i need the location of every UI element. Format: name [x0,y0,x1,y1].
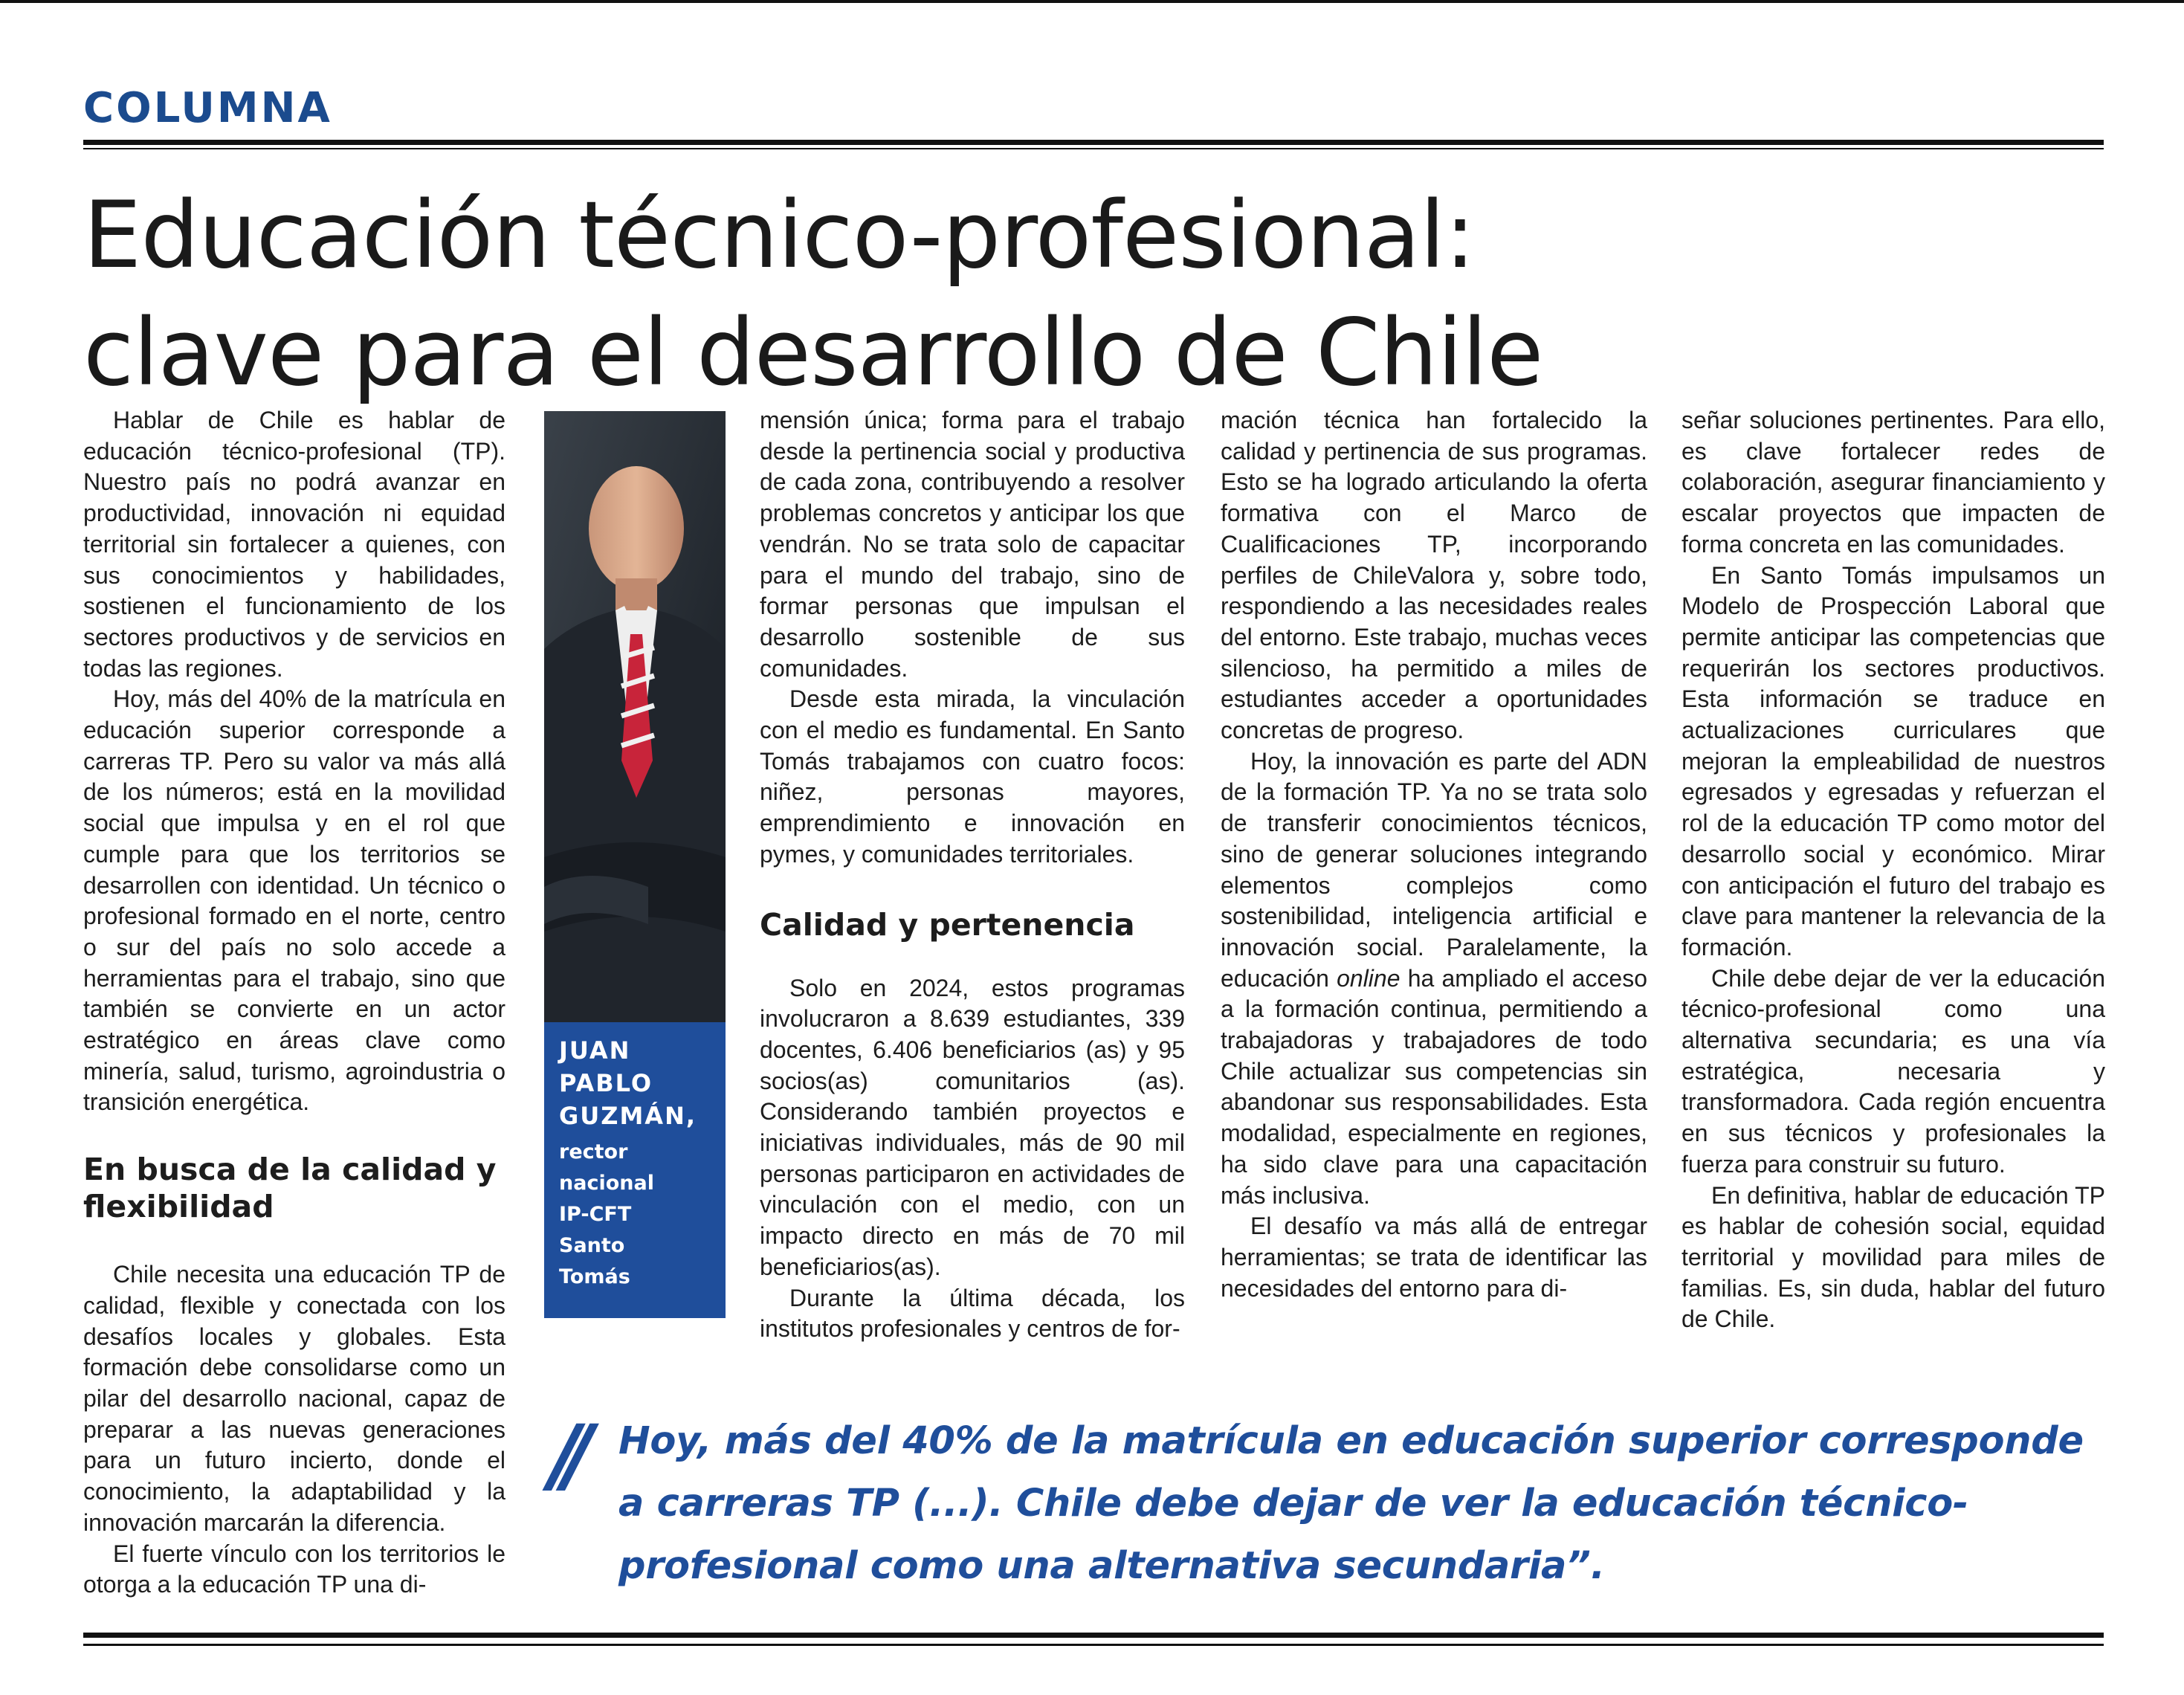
author-role-line: Santo [559,1234,625,1257]
article-column-4 [1681,405,2105,1335]
paragraph: Chile debe dejar de ver la educación técnico-profesional como una alternativa secundaria; es una vía estratégica, necesaria y transformadora. Cada región encuentra en sus técnicos y profesionales la fuerza para construir su futuro. [1681,964,2105,1178]
subheading: En busca de la calidad y flexibilidad [83,1152,497,1225]
text-run: ha ampliado el acceso a la formación continua, permitiendo a trabajadoras y trabajadores de todo Chile actualizar sus competencias sin abandonar sus responsabilidades. Esta modalidad, especialmente en regiones, ha sido clave para una capacitación más inclusiva. [1221,964,1648,1209]
paragraph: El fuerte vínculo con los territorios le otorga a la educación TP una di- [83,1540,505,1598]
paragraph: Chile necesita una educación TP de calidad, flexible y conectada con los desafíos locales y globales. Esta formación debe consolidarse como un pilar del desarrollo nacional, capaz de preparar a las nuevas generaciones para un futuro incierto, donde el conocimiento, la adaptabilidad y la innovación marcarán la diferencia. [83,1261,505,1536]
text-run: Hoy, la innovación es parte del ADN de la formación TP. Ya no se trata solo de transferir conocimientos técnicos, sino de generar soluciones integrando elementos complejos como sostenibilidad, inteligencia artificial e innovación social. Paralelamente, la educación [1221,747,1647,992]
section-label: COLUMNA [83,84,332,132]
paragraph: En definitiva, hablar de educación TP es hablar de cohesión social, equidad territorial y movilidad para miles de familias. Es, sin duda, hablar del futuro de Chile. [1681,1181,2105,1333]
emphasis-online: online [1337,964,1400,992]
paragraph: Solo en 2024, estos programas involucraron a 8.639 estudiantes, 339 docentes, 6.406 beneficiarios (as) y 95 socios(as) comunitarios (as). Considerando también proyectos e iniciativas individuales, más de 90 mil personas participaron en actividades de vinculación con el medio, con un impacto directo en más de 70 mil beneficiarios(as). [760,974,1185,1280]
paragraph: Desde esta mirada, la vinculación con el medio es fundamental. En Santo Tomás trabajamos con cuatro focos: niñez, personas mayores, emprendimiento e innovación en pymes, y comunidades territoriales. [760,685,1185,868]
headline [83,177,2150,412]
paragraph: Hoy, más del 40% de la matrícula en educación superior corresponde a carreras TP. Pero su valor va más allá de los números; está en la movilidad social que impulsa y en el rol que cumple para que los territorios se desarrollen con identidad. Un técnico o profesional formado en el norte, centro o sur del país no solo accede a herramientas para el trabajo, sino que también se convierte en un actor estratégico en áreas clave como minería, salud, turismo, agroindustria o transición energética. [83,685,505,1116]
paragraph: mensión única; forma para el trabajo desde la pertinencia social y productiva de cada zona, contribuyendo a resolver problemas concretos y anticipar los que vendrán. No se trata solo de capacitar para el mundo del trabajo, sino de formar personas que impulsan el desarrollo sostenible de sus comunidades. [760,407,1185,682]
paragraph: El desafío va más allá de entregar herramientas; se trata de identificar las necesidades del entorno para di- [1221,1213,1647,1302]
footer-rule-thin [83,1644,2104,1646]
author-role [559,1137,711,1293]
footer-rule [83,1633,2104,1638]
paragraph: Durante la última década, los institutos profesionales y centros de for- [760,1284,1185,1343]
author-role-line: nacional [559,1172,654,1195]
paragraph: Hablar de Chile es hablar de educación técnico-profesional (TP). Nuestro país no podrá avanzar en productividad, innovación ni equidad territorial sin fortalecer a quienes, con sus conocimientos y habilidades, sostienen el funcionamiento de los sectores productivos y de servicios en todas las regiones. [83,407,505,682]
author-name-line: JUAN [559,1036,631,1065]
paragraph: En Santo Tomás impulsamos un Modelo de Prospección Laboral que permite anticipar las competencias que requerirán los sectores productivos. Esta información se traduce en actualizaciones curriculares que mejoran la empleabilidad de nuestros egresados y egresadas y refuerzan el rol de la educación TP como motor del desarrollo social y económico. Mirar con anticipación el futuro del trabajo es clave para mantener la relevancia de la formación. [1681,561,2105,960]
quote-mark-icon: // [550,1407,578,1502]
headline-line-1: Educación técnico-profesional: [83,182,1476,289]
subheading: Calidad y pertenencia [760,906,1135,943]
pull-quote: Hoy, más del 40% de la matrícula en educación superior corresponde a carreras TP (...). Chile debe dejar de ver la educación técnico-profesional como una alternativa secundaria”. [618,1419,2084,1588]
author-role-line: Tomás [559,1265,630,1288]
author-role-line: rector [559,1140,628,1163]
header-rule [83,140,2104,145]
author-role-line: IP-CFT [559,1203,632,1226]
paragraph: mación técnica han fortalecido la calidad y pertinencia de sus programas. Esto se ha logrado articulando la oferta formativa con el Marco de Cualificaciones TP, incorporando perfiles de ChileValora y, sobre todo, respondiendo a las necesidades reales del entorno. Este trabajo, muchas veces silencioso, ha permitido a miles de estudiantes acceder a oportunidades concretas de progreso. [1221,407,1647,744]
author-name-line: PABLO [559,1069,653,1097]
top-border-rule [0,0,2184,3]
paragraph [1221,746,1647,1212]
author-name [559,1034,711,1132]
article-column-3 [1221,405,1647,1304]
author-photo [544,411,726,1022]
paragraph: señar soluciones pertinentes. Para ello, es clave fortalecer redes de colaboración, asegurar financiamiento y escalar proyectos que impacten de forma concreta en las comunidades. [1681,407,2105,558]
author-photo-block [544,411,726,1318]
article-column-1 [83,405,505,1601]
author-portrait-illustration [544,411,726,1022]
article-column-2 [760,405,1185,1345]
author-name-line: GUZMÁN, [559,1102,697,1130]
header-rule-thin [83,148,2104,149]
author-caption [544,1022,726,1318]
headline-line-2: clave para el desarrollo de Chile [83,300,1543,407]
